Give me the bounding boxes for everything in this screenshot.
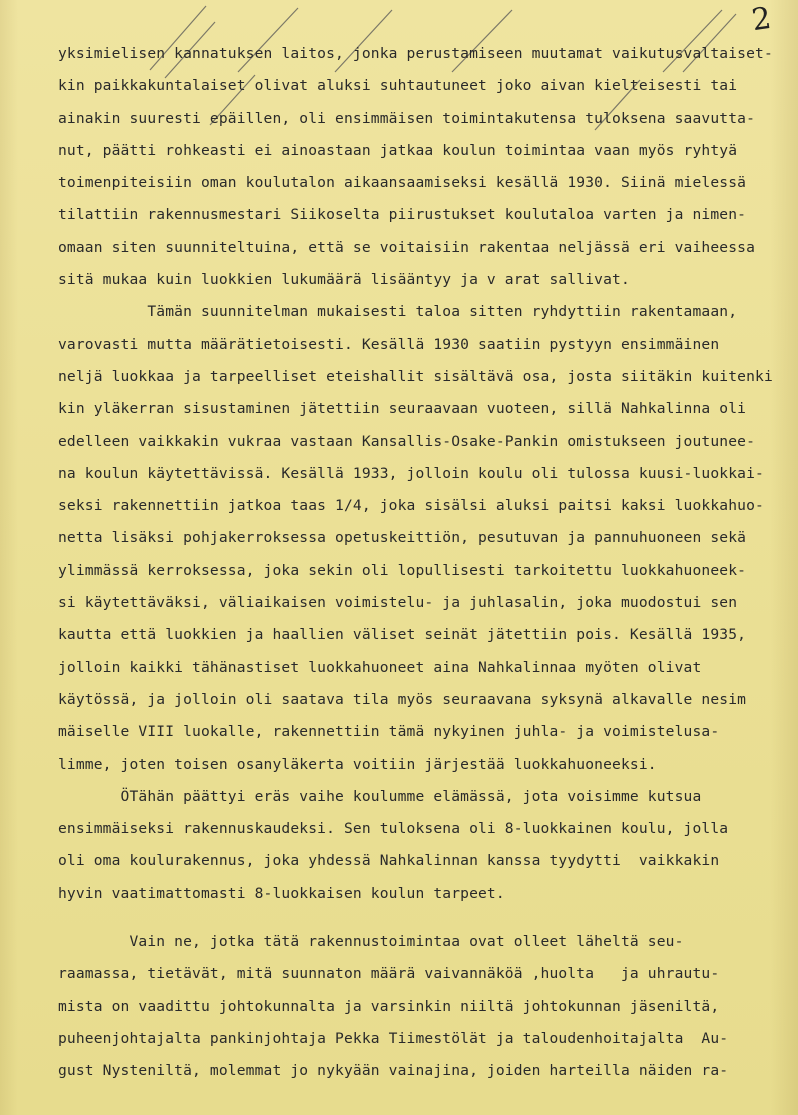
- text-line: toimenpiteisiin oman koulutalon aikaansaamiseksi kesällä 1930. Siinä mielessä: [58, 174, 747, 192]
- text-line: Vain ne, jotka tätä rakennustoimintaa ovat olleet läheltä seu-: [58, 933, 684, 951]
- paragraph-gap: [58, 910, 793, 926]
- text-line: nut, päätti rohkeasti ei ainoastaan jatkaa koulun toimintaa vaan myös ryhtyä: [58, 141, 738, 159]
- text-line: jolloin kaikki tähänastiset luokkahuoneet aina Nahkalinnaa myöten olivat: [58, 658, 702, 676]
- text-line: na koulun käytettävissä. Kesällä 1933, jolloin koulu oli tulossa kuusi-luokkai-: [58, 464, 764, 482]
- text-line: kin yläkerran sisustaminen jätettiin seuraavaan vuoteen, sillä Nahkalinna oli: [58, 400, 747, 418]
- paragraph-1: [58, 38, 793, 296]
- text-line: netta lisäksi pohjakerroksessa opetuskeittiön, pesutuvan ja pannuhuoneen sekä: [58, 529, 747, 547]
- text-line: limme, joten toisen osanyläkerta voitiin järjestää luokkahuoneeksi.: [58, 755, 657, 773]
- text-line: kautta että luokkien ja haallien väliset seinät jätettiin pois. Kesällä 1935,: [58, 626, 747, 644]
- text-line: tilattiin rakennusmestari Siikoselta piirustukset koulutaloa varten ja nimen-: [58, 206, 747, 224]
- text-line: puheenjohtajalta pankinjohtaja Pekka Tiimestölät ja taloudenhoitajalta Au-: [58, 1029, 729, 1047]
- text-line: gust Nysteniltä, molemmat jo nykyään vainajina, joiden harteilla näiden ra-: [58, 1062, 729, 1080]
- text-line: ylimmässä kerroksessa, joka sekin oli lopullisesti tarkoitettu luokkahuoneek-: [58, 561, 747, 579]
- text-line: Tämän suunnitelman mukaisesti taloa sitten ryhdyttiin rakentamaan,: [58, 303, 738, 321]
- text-line: ensimmäiseksi rakennuskaudeksi. Sen tuloksena oli 8-luokkainen koulu, jolla: [58, 820, 729, 838]
- page-number: 2: [749, 0, 774, 39]
- text-line: yksimielisen kannatuksen laitos, jonka perustamiseen muutamat vaikutusvaltaiset-: [58, 45, 773, 62]
- text-line: sitä mukaa kuin luokkien lukumäärä lisääntyy ja v arat sallivat.: [58, 271, 630, 289]
- paragraph-2: [58, 296, 793, 780]
- text-line: mäiselle VIII luokalle, rakennettiin tämä nykyinen juhla- ja voimistelusa-: [58, 723, 720, 741]
- text-line: hyvin vaatimattomasti 8-luokkaisen koulun tarpeet.: [58, 884, 505, 902]
- text-line: mista on vaadittu johtokunnalta ja varsinkin niiltä johtokunnan jäseniltä,: [58, 997, 720, 1015]
- typed-text: [58, 38, 793, 1088]
- text-line: omaan siten suunniteltuina, että se voitaisiin rakentaa neljässä eri vaiheessa: [58, 238, 756, 256]
- text-line: käytössä, ja jolloin oli saatava tila myös seuraavana syksynä alkavalle nesim: [58, 690, 747, 708]
- text-line: raamassa, tietävät, mitä suunnaton määrä vaivannäköä ,huolta ja uhrautu-: [58, 965, 720, 983]
- paragraph-4: [58, 926, 793, 1087]
- text-line: edelleen vaikkakin vukraa vastaan Kansallis-Osake-Pankin omistukseen joutunee-: [58, 432, 756, 450]
- text-line: ainakin suuresti epäillen, oli ensimmäisen toimintakutensa tuloksena saavutta-: [58, 109, 756, 127]
- text-line: kin paikkakuntalaiset olivat aluksi suhtautuneet joko aivan kielteisesti tai: [58, 77, 738, 95]
- text-line: seksi rakennettiin jatkoa taas 1/4, joka sisälsi aluksi paitsi kaksi luokkahuo-: [58, 497, 764, 515]
- paragraph-3: [58, 781, 793, 910]
- text-line: si käytettäväksi, väliaikaisen voimistelu- ja juhlasalin, joka muodostui sen: [58, 594, 738, 612]
- text-line: oli oma koulurakennus, joka yhdessä Nahkalinnan kanssa tyydytti vaikkakin: [58, 852, 720, 870]
- text-line: neljä luokkaa ja tarpeelliset eteishallit sisältävä osa, josta siitäkin kuitenki: [58, 367, 773, 385]
- text-line: varovasti mutta määrätietoisesti. Kesällä 1930 saatiin pystyyn ensimmäinen: [58, 335, 720, 353]
- text-line: ÖTähän päättyi eräs vaihe koulumme elämässä, jota voisimme kutsua: [58, 787, 702, 805]
